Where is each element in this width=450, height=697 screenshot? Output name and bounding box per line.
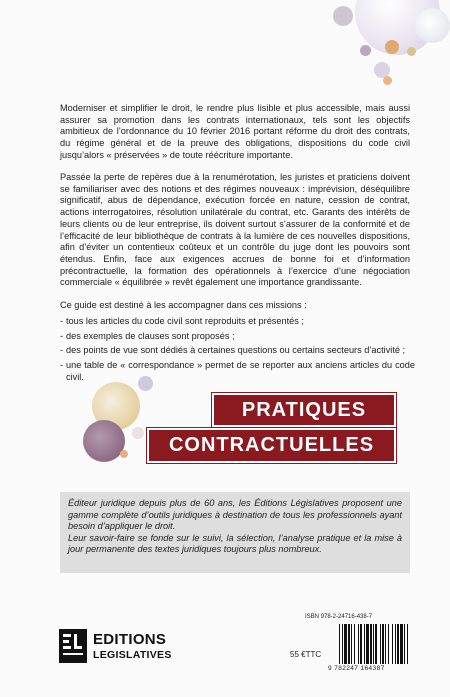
- intro-text: [60, 172, 410, 289]
- decorative-bubble: [415, 8, 450, 43]
- title-line-2: CONTRACTUELLES: [147, 428, 396, 463]
- barcode-number: 9 782247 164387: [328, 665, 385, 672]
- decorative-bubble: [383, 76, 392, 85]
- list-item: - des exemples de clauses sont proposés ;: [60, 330, 235, 341]
- list-bullet: -: [60, 330, 64, 341]
- publisher-description: [60, 492, 410, 573]
- list-bullet: -: [60, 360, 64, 371]
- intro-paragraph-3: Ce guide est destiné à les accompagner dans ces missions :: [60, 300, 307, 310]
- decorative-bubble: [132, 427, 144, 439]
- intro-paragraph-2: Passée la perte de repères due à la renumérotation, les juristes et praticiens doivent se familiariser avec des notions et des régimes nouveaux : imprévision, déséquilibre significatif, abus de dépendance, exécution forcée en nature, cession de contrat, actions interrogatoires, résolution unilatérale du contrat, etc. Garants des intérêts de leurs clients ou de leur entreprise, ils doivent surtout s’assurer de la conformité et de l’efficacité de leur bibliothèque de contrats à la lumière de ces nouvelles dispositions, afin d’éviter un contentieux coûteux et un contrôle du juge dont les pouvoirs sont étendus. Enfin, face aux exigences accrues de bonne foi et d’information précontractuelle, la formation des opérationnels à l’exercice d’une négociation commerciale « équilibrée » revêt également une importance grandissante.: [60, 172, 410, 288]
- list-item: - une table de « correspondance » permet de se reporter aux anciens articles du code civil.: [60, 360, 415, 382]
- publisher-logo-subtitle: LEGISLATIVES: [93, 649, 172, 661]
- barcode-icon: [338, 624, 430, 664]
- intro-text: [60, 103, 410, 162]
- publisher-paragraph-1: Éditeur juridique depuis plus de 60 ans, les Éditions Législatives proposent une gamme complète d’outils juridiques à destination de tous les professionnels ayant besoin d’appliquer le droit.: [68, 498, 402, 531]
- list-bullet: -: [60, 345, 64, 356]
- list-item: - tous les articles du code civil sont reproduits et présentés ;: [60, 316, 304, 326]
- title-line-1: PRATIQUES: [212, 393, 396, 427]
- decorative-bubble: [360, 45, 371, 56]
- decorative-bubble: [385, 40, 399, 54]
- decorative-bubble: [407, 47, 416, 56]
- publisher-paragraph-2: Leur savoir-faire se fonde sur le suivi, la sélection, l’analyse pratique et la mise à jour permanente des textes juridiques toujours plus nombreux.: [68, 532, 402, 554]
- intro-text: [60, 300, 410, 312]
- decorative-bubble: [83, 420, 125, 462]
- decorative-bubble: [120, 450, 128, 458]
- list-bullet: -: [60, 316, 64, 326]
- isbn-label: ISBN 978-2-24716-438-7: [305, 614, 373, 620]
- editions-legislatives-logo-icon: [58, 627, 88, 665]
- decorative-bubble: [333, 6, 353, 26]
- decorative-bubble: [138, 376, 153, 391]
- publisher-logo-name: EDITIONS: [93, 631, 167, 648]
- feature-list: [60, 316, 415, 387]
- intro-paragraph-1: Moderniser et simplifier le droit, le rendre plus lisible et plus accessible, mais aussi assurer sa promotion dans les contrats internationaux, tels sont les objectifs ambitieux de l’ordonnance du 10 février 2016 portant réforme du droit des contrats, du régime général et de la preuve des obligations, dispositions du code civil jusqu’alors « préservées » de toute réécriture importante.: [60, 103, 410, 160]
- price-label: 55 €TTC: [290, 650, 322, 659]
- list-item: - des points de vue sont dédiés à certaines questions ou certains secteurs d’activité ;: [60, 345, 406, 356]
